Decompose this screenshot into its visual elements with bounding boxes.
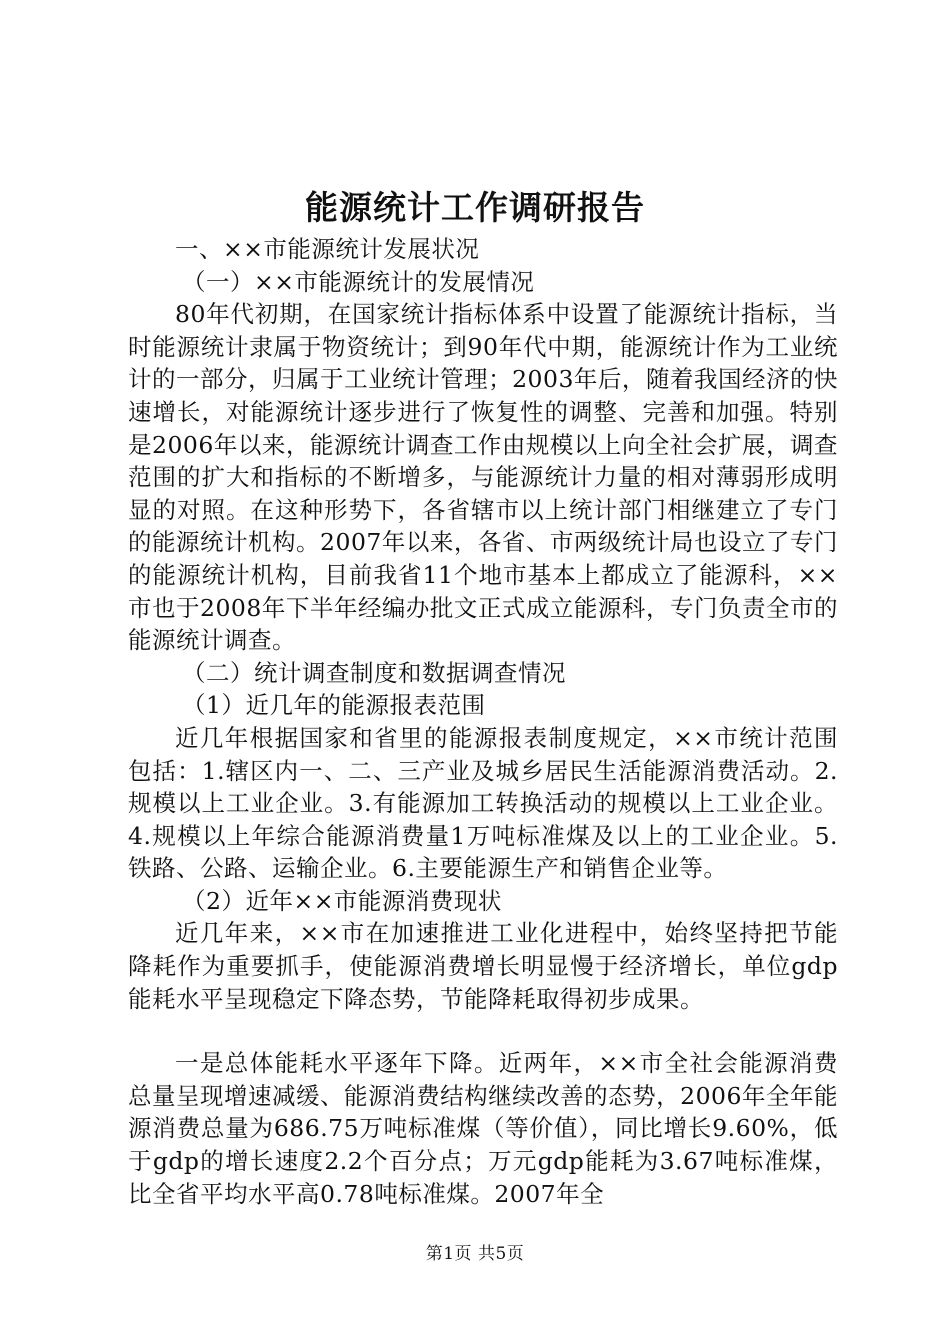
paragraph-trend: 一是总体能耗水平逐年下降。近两年，××市全社会能源消费总量呈现增速减缓、能源消费结构继续改善的态势，2006年全年能源消费总量为686.75万吨标准煤（等价值），同比增长9.60%，低于gdp的增长速度2.2个百分点；万元gdp能耗为3.67吨标准煤，比全省平均水平高0.78吨标准煤。2007年全 [128, 1049, 838, 1208]
paragraph-scope: 近几年根据国家和省里的能源报表制度规定，××市统计范围包括：1.辖区内一、二、三产业及城乡居民生活能源消费活动。2.规模以上工业企业。3.有能源加工转换活动的规模以上工业企业。4.规模以上年综合能源消费量1万吨标准煤及以上的工业企业。5.铁路、公路、运输企业。6.主要能源生产和销售企业等。 [128, 723, 838, 883]
paragraph-history: 80年代初期，在国家统计指标体系中设置了能源统计指标，当时能源统计隶属于物资统计；到90年代中期，能源统计作为工业统计的一部分，归属于工业统计管理；2003年后，随着我国经济的快速增长，对能源统计逐步进行了恢复性的调整、完善和加强。特别是2006年以来，能源统计调查工作由规模以上向全社会扩展，调查范围的扩大和指标的不断增多，与能源统计力量的相对薄弱形成明显的对照。在这种形势下，各省辖市以上统计部门相继建立了专门的能源统计机构。2007年以来，各省、市两级统计局也设立了专门的能源统计机构，目前我省11个地市基本上都成立了能源科，××市也于2008年下半年经编办批文正式成立能源科，专门负责全市的能源统计调查。 [128, 300, 838, 655]
subsection-heading-2: （二）统计调查制度和数据调查情况 [182, 658, 567, 687]
document-body [128, 233, 838, 1210]
section-heading-1: 一、××市能源统计发展状况 [175, 235, 480, 263]
item-heading-2: （2）近年××市能源消费现状 [182, 886, 502, 915]
document-title: 能源统计工作调研报告 [305, 188, 645, 227]
item-heading-1: （1）近几年的能源报表范围 [182, 691, 486, 720]
page-footer: 第1页 共5页 [425, 1244, 525, 1264]
subsection-heading-1: （一）××市能源统计的发展情况 [182, 267, 535, 296]
paragraph-consumption: 近几年来，××市在加速推进工业化进程中，始终坚持把节能降耗作为重要抓手，使能源消费增长明显慢于经济增长，单位gdp能耗水平呈现稳定下降态势，节能降耗取得初步成果。 [128, 919, 838, 1013]
